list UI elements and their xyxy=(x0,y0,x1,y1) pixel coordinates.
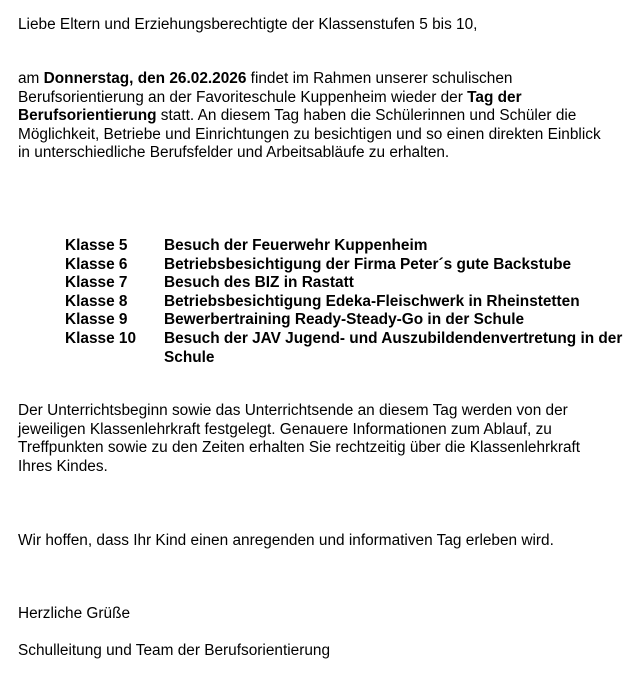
schedule-activity: Betriebsbesichtigung der Firma Peter´s gute Backstube xyxy=(164,255,572,273)
schedule-class: Klasse 10 xyxy=(65,329,137,347)
schedule-row xyxy=(65,293,625,312)
greeting: Herzliche Grüße xyxy=(18,605,131,622)
event-name: Tag der Berufsorientierung xyxy=(18,88,522,125)
schedule-notice: Der Unterrichtsbeginn sowie das Unterrichtsende an diesem Tag werden von der jeweiligen Klassenlehrkraft festgelegt. Genauere Informationen zum Ablauf, zu Treffpunkten sowie zu den Zeiten erhalten Sie rechtzeitig über die Klassenlehrkraft Ihres Kindes. xyxy=(18,402,581,475)
schedule-row xyxy=(65,274,625,293)
schedule-row xyxy=(65,330,625,367)
schedule-activity: Besuch der Feuerwehr Kuppenheim xyxy=(164,237,428,254)
intro-text-start: am xyxy=(18,70,44,87)
class-schedule xyxy=(65,237,625,367)
schedule-row xyxy=(65,311,625,330)
schedule-row xyxy=(65,237,625,256)
schedule-class: Klasse 9 xyxy=(65,311,128,329)
schedule-activity: Besuch des BIZ in Rastatt xyxy=(164,274,354,292)
event-date: Donnerstag, den 26.02.2026 xyxy=(43,70,247,87)
closing-wish: Wir hoffen, dass Ihr Kind einen anregenden und informativen Tag erleben wird. xyxy=(18,532,554,549)
schedule-activity: Besuch der JAV Jugend- und Auszubildendenvertretung in der Schule xyxy=(164,329,623,366)
schedule-activity: Bewerbertraining Ready-Steady-Go in der Schule xyxy=(164,311,525,329)
signature: Schulleitung und Team der Berufsorientierung xyxy=(18,642,330,659)
schedule-class: Klasse 6 xyxy=(65,255,128,273)
schedule-activity: Betriebsbesichtigung Edeka-Fleischwerk in Rheinstetten xyxy=(164,292,580,310)
schedule-row xyxy=(65,256,625,275)
schedule-class: Klasse 7 xyxy=(65,274,128,292)
intro-text-end: statt. An diesem Tag haben die Schülerinnen und Schüler die Möglichkeit, Betriebe und Einrichtungen zu besichtigen und so einen direkten Einblick in unterschiedliche Berufsfelder und Arbeitsabläufe zu erhalten. xyxy=(18,107,601,162)
schedule-class: Klasse 8 xyxy=(65,292,128,310)
schedule-class: Klasse 5 xyxy=(65,237,128,254)
salutation: Liebe Eltern und Erziehungsberechtigte der Klassenstufen 5 bis 10, xyxy=(18,16,478,33)
intro-text-middle: findet im Rahmen unserer schulischen Berufsorientierung an der Favoriteschule Kuppenheim wieder der xyxy=(18,70,513,106)
intro-paragraph xyxy=(18,70,616,163)
